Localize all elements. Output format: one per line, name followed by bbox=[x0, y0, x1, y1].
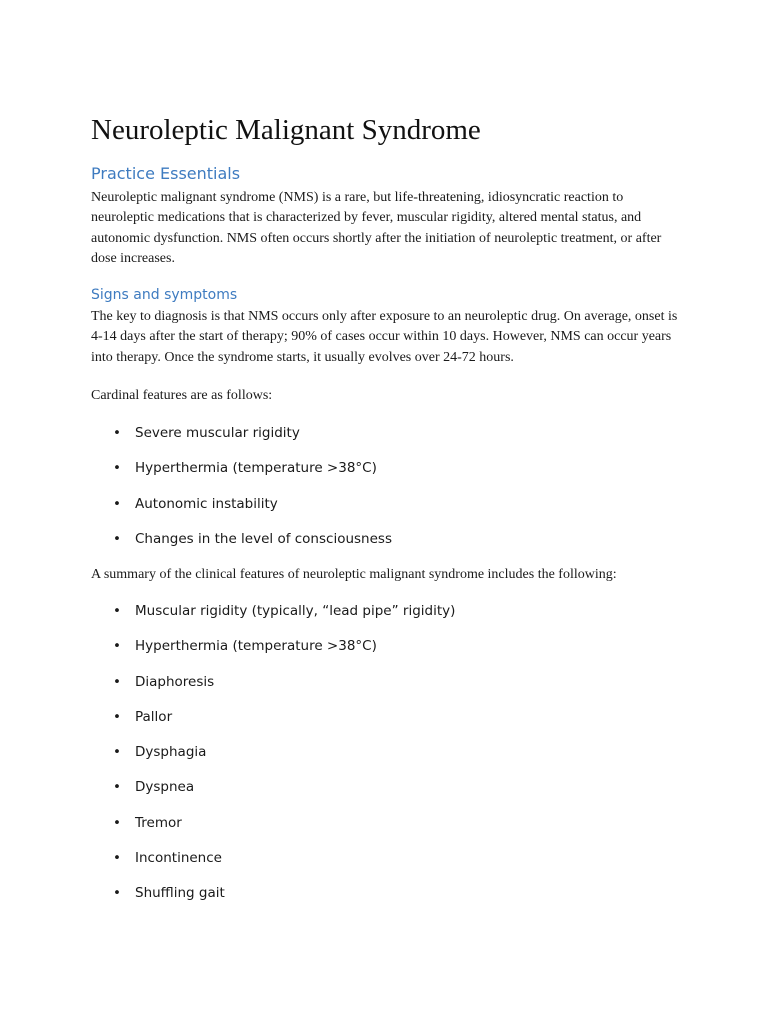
bullet-icon: • bbox=[113, 779, 121, 796]
bullet-icon: • bbox=[113, 708, 121, 725]
bullet-icon: • bbox=[113, 425, 121, 441]
bullet-icon: • bbox=[113, 744, 121, 761]
heading-practice-essentials: Practice Essentials bbox=[91, 164, 241, 183]
paragraph-summary-intro: A summary of the clinical features of neuroleptic malignant syndrome includes the following: bbox=[91, 567, 617, 582]
document-title: Neuroleptic Malignant Syndrome bbox=[91, 114, 481, 146]
bullet-icon: • bbox=[113, 460, 121, 477]
paragraph-signs-and-symptoms: The key to diagnosis is that NMS occurs only after exposure to an neuroleptic drug. On average, onset is 4-14 days after the start of therapy; 90% of cases occur within 10 days. However, NMS can occur years into therapy. Once the syndrome starts, it usually evolves over 24-72 hours. bbox=[91, 309, 678, 365]
bullet-icon: • bbox=[113, 885, 121, 902]
bullet-icon: • bbox=[113, 673, 121, 690]
bullet-icon: • bbox=[113, 638, 121, 655]
bullet-icon: • bbox=[113, 530, 121, 547]
heading-signs-and-symptoms: Signs and symptoms bbox=[91, 287, 238, 303]
bullet-icon: • bbox=[113, 814, 121, 831]
bullet-icon: • bbox=[113, 850, 121, 867]
bullet-icon: • bbox=[113, 603, 121, 619]
paragraph-practice-essentials: Neuroleptic malignant syndrome (NMS) is a rare, but life-threatening, idiosyncratic reaction to neuroleptic medications that is characterized by fever, muscular rigidity, altered mental status, and autonomic dysfunction. NMS often occurs shortly after the initiation of neuroleptic treatment, or after dose increases. bbox=[91, 190, 662, 266]
paragraph-cardinal-intro: Cardinal features are as follows: bbox=[91, 388, 273, 403]
bullet-icon: • bbox=[113, 495, 121, 512]
